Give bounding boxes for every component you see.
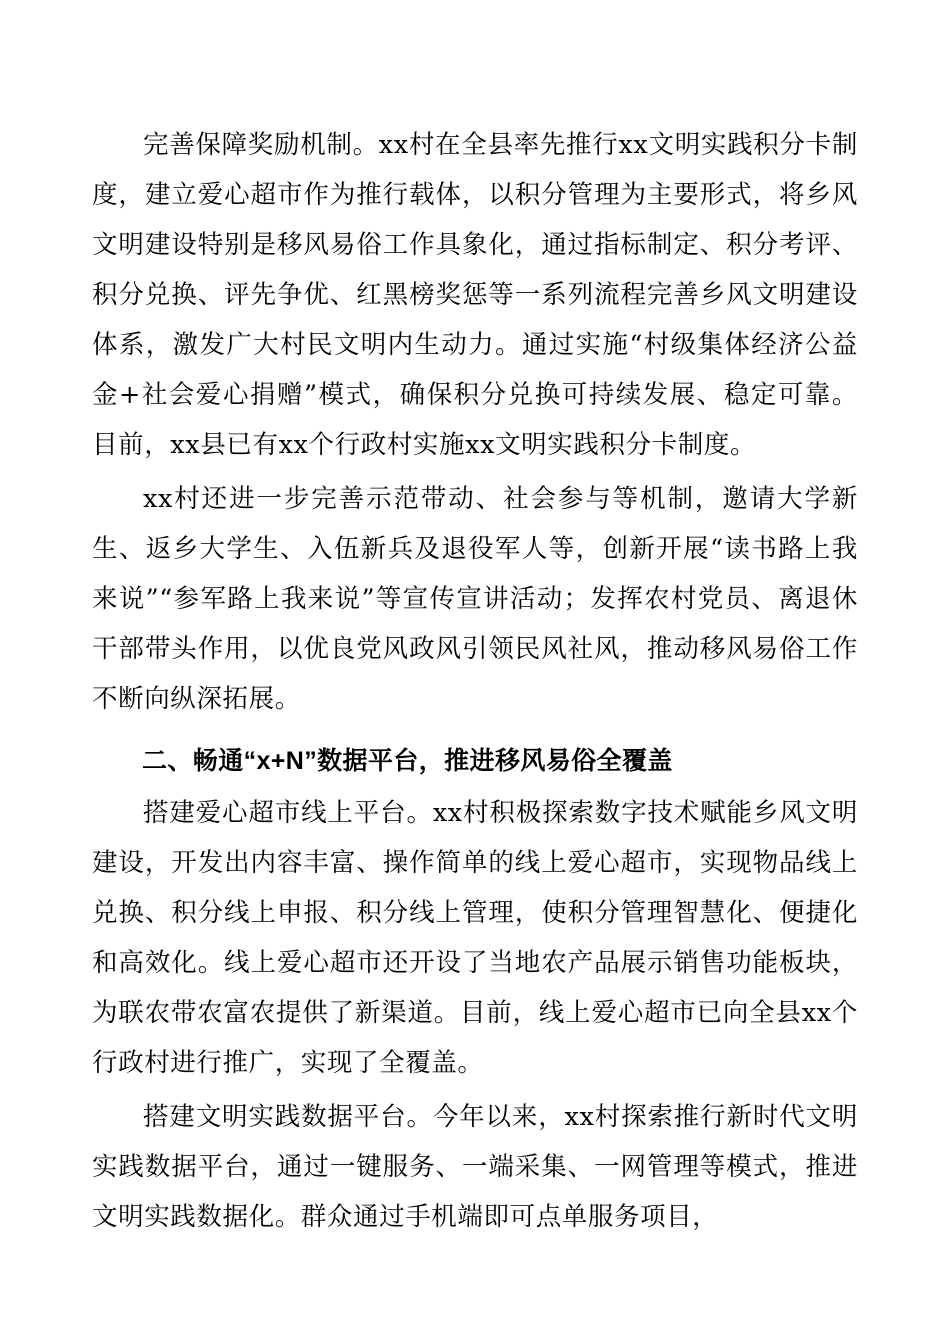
paragraph-demonstration-mechanism: xx村还进一步完善示范带动、社会参与等机制，邀请大学新生、返乡大学生、入伍新兵及退役军人等，创新开展“读书路上我来说”“参军路上我来说”等宣传宣讲活动；发挥农村党员、离退休干部带头作用，以优良党风政风引领民风社风，推动移风易俗工作不断向纵深拓展。 <box>92 484 858 714</box>
document-body <box>92 120 858 1242</box>
heading-section-two: 二、畅通“x+N”数据平台，推进移风易俗全覆盖 <box>142 747 673 775</box>
paragraph-online-supermarket: 搭建爱心超市线上平台。xx村积极探索数字技术赋能乡风文明建设，开发出内容丰富、操作简单的线上爱心超市，实现物品线上兑换、积分线上申报、积分线上管理，使积分管理智慧化、便捷化和高效化。线上爱心超市还开设了当地农产品展示销售功能板块，为联农带农富农提供了新渠道。目前，线上爱心超市已向全县xx个行政村进行推广，实现了全覆盖。 <box>92 798 858 1078</box>
paragraph-data-platform: 搭建文明实践数据平台。今年以来，xx村探索推行新时代文明实践数据平台，通过一键服务、一端采集、一网管理等模式，推进文明实践数据化。群众通过手机端即可点单服务项目， <box>92 1102 858 1232</box>
paragraph-incentive-mechanism: 完善保障奖励机制。xx村在全县率先推行xx文明实践积分卡制度，建立爱心超市作为推行载体，以积分管理为主要形式，将乡风文明建设特别是移风易俗工作具象化，通过指标制定、积分考评、积分兑换、评先争优、红黑榜奖惩等一系列流程完善乡风文明建设体系，激发广大村民文明内生动力。通过实施“村级集体经济公益金+社会爱心捐赠”模式，确保积分兑换可持续发展、稳定可靠。目前，xx县已有xx个行政村实施xx文明实践积分卡制度。 <box>92 130 858 460</box>
